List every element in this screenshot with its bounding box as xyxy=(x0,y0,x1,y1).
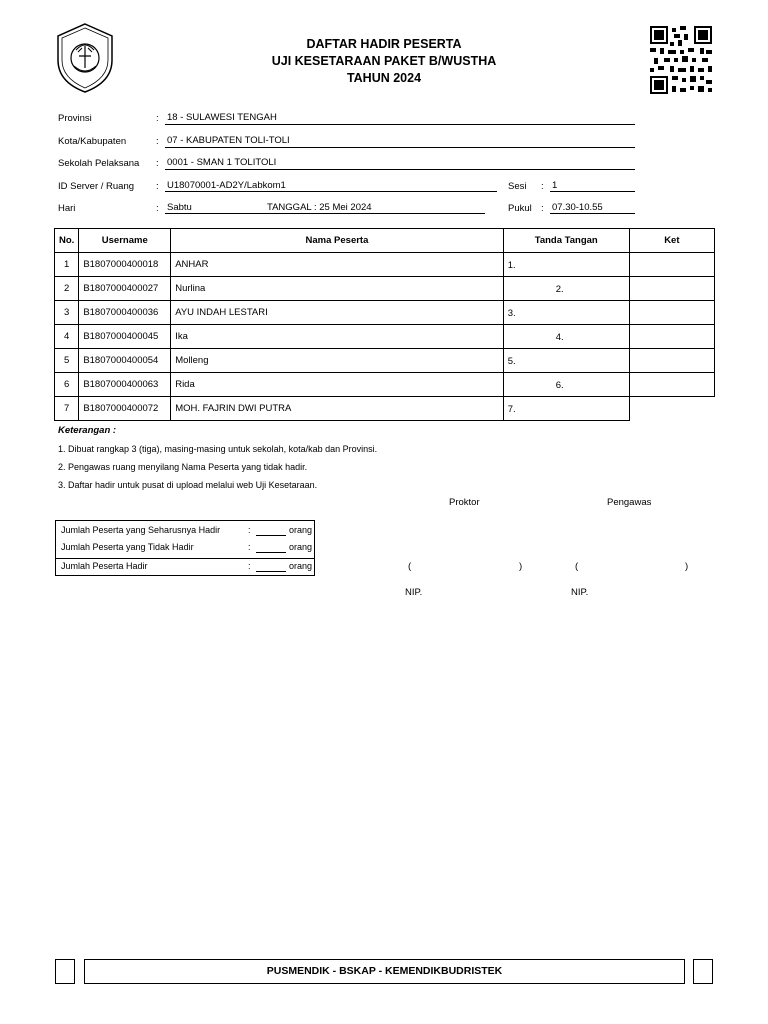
column-header-username: Username xyxy=(79,229,171,253)
summary-row xyxy=(61,525,313,539)
colon: : xyxy=(541,181,544,192)
row-username: B1807000400018 xyxy=(79,253,171,277)
footer-left-box xyxy=(55,959,75,984)
summary-row xyxy=(61,561,313,575)
table-row xyxy=(55,253,715,277)
colon: : xyxy=(156,203,159,214)
row-no: 2 xyxy=(55,277,79,301)
summary-row xyxy=(61,542,313,556)
proktor-close-paren: ) xyxy=(519,561,523,572)
signature-number: 4. xyxy=(555,332,564,343)
column-header-no: No. xyxy=(55,229,79,253)
row-signature-cell[interactable] xyxy=(503,253,629,277)
pukul-value: 07.30-10.55 xyxy=(552,202,603,213)
summary-blank[interactable] xyxy=(256,552,286,553)
page-year: TAHUN 2024 xyxy=(346,71,422,85)
row-no: 6 xyxy=(55,373,79,397)
signature-number: 3. xyxy=(507,308,516,319)
table-row xyxy=(55,301,715,325)
notes-title: Keterangan : xyxy=(58,425,117,436)
row-username: B1807000400054 xyxy=(79,349,171,373)
row-nama: MOH. FAJRIN DWI PUTRA xyxy=(171,397,504,421)
summary-divider xyxy=(56,558,314,559)
row-signature-cell[interactable] xyxy=(503,373,629,397)
signature-number: 1. xyxy=(507,260,516,271)
row-ket-cell xyxy=(629,397,714,421)
proktor-open-paren: ( xyxy=(408,561,412,572)
summary-label: Jumlah Peserta Hadir xyxy=(61,561,148,571)
signature-number: 7. xyxy=(507,404,516,415)
row-signature-cell[interactable] xyxy=(503,277,629,301)
row-ket-cell[interactable] xyxy=(629,373,714,397)
row-ket-cell[interactable] xyxy=(629,301,714,325)
note-1: 1. Dibuat rangkap 3 (tiga), masing-masing untuk sekolah, kota/kab dan Provinsi. xyxy=(58,444,378,454)
row-no: 3 xyxy=(55,301,79,325)
signature-number: 2. xyxy=(555,284,564,295)
kota-label: Kota/Kabupaten xyxy=(58,136,127,147)
pengawas-nip: NIP. xyxy=(571,587,589,598)
summary-unit: orang xyxy=(289,561,313,571)
underline xyxy=(267,213,485,214)
summary-box xyxy=(55,520,315,576)
colon: : xyxy=(156,113,159,124)
row-no: 7 xyxy=(55,397,79,421)
signature-number: 5. xyxy=(507,356,516,367)
row-nama: ANHAR xyxy=(171,253,504,277)
underline xyxy=(165,147,635,148)
hari-label: Hari xyxy=(58,203,76,214)
row-signature-cell[interactable] xyxy=(503,301,629,325)
column-header-nama: Nama Peserta xyxy=(171,229,504,253)
row-nama: Nurlina xyxy=(171,277,504,301)
row-nama: Rida xyxy=(171,373,504,397)
row-nama: AYU INDAH LESTARI xyxy=(171,301,504,325)
note-3: 3. Daftar hadir untuk pusat di upload melalui web Uji Kesetaraan. xyxy=(58,480,318,490)
row-username: B1807000400045 xyxy=(79,325,171,349)
qr-code xyxy=(650,26,712,94)
tanggal-label: TANGGAL : 25 Mei 2024 xyxy=(267,202,372,213)
page-title: DAFTAR HADIR PESERTA xyxy=(306,37,462,51)
server-label: ID Server / Ruang xyxy=(58,181,135,192)
row-username: B1807000400072 xyxy=(79,397,171,421)
summary-unit: orang xyxy=(289,542,313,552)
proktor-nip: NIP. xyxy=(405,587,423,598)
pukul-label: Pukul xyxy=(508,203,532,214)
proktor-label: Proktor xyxy=(449,497,480,508)
row-signature-cell[interactable] xyxy=(503,397,629,421)
sekolah-value: 0001 - SMAN 1 TOLITOLI xyxy=(167,157,277,168)
row-no: 1 xyxy=(55,253,79,277)
sekolah-label: Sekolah Pelaksana xyxy=(58,158,140,169)
colon: : xyxy=(156,158,159,169)
column-header-tanda-tangan: Tanda Tangan xyxy=(503,229,629,253)
row-nama: Ika xyxy=(171,325,504,349)
table-row xyxy=(55,349,715,373)
summary-blank[interactable] xyxy=(256,535,286,536)
underline xyxy=(550,191,635,192)
row-ket-cell[interactable] xyxy=(629,349,714,373)
sesi-value: 1 xyxy=(552,180,558,191)
footer-banner: PUSMENDIK - BSKAP - KEMENDIKBUDRISTEK xyxy=(84,959,685,984)
underline xyxy=(165,213,267,214)
summary-unit: orang xyxy=(289,525,313,535)
summary-blank[interactable] xyxy=(256,571,286,572)
page-subtitle: UJI KESETARAAN PAKET B/WUSTHA xyxy=(271,54,497,68)
pengawas-open-paren: ( xyxy=(575,561,579,572)
summary-label: Jumlah Peserta yang Tidak Hadir xyxy=(61,542,194,552)
row-no: 5 xyxy=(55,349,79,373)
summary-label: Jumlah Peserta yang Seharusnya Hadir xyxy=(61,525,221,535)
row-username: B1807000400063 xyxy=(79,373,171,397)
colon: : xyxy=(541,203,544,214)
colon: : xyxy=(156,181,159,192)
colon: : xyxy=(248,561,251,571)
colon: : xyxy=(156,136,159,147)
attendance-table xyxy=(54,228,715,421)
provinsi-value: 18 - SULAWESI TENGAH xyxy=(167,112,277,123)
pengawas-label: Pengawas xyxy=(607,497,652,508)
provinsi-label: Provinsi xyxy=(58,113,92,124)
row-ket-cell[interactable] xyxy=(629,277,714,301)
table-row xyxy=(55,277,715,301)
row-ket-cell[interactable] xyxy=(629,325,714,349)
pengawas-close-paren: ) xyxy=(685,561,689,572)
hari-value: Sabtu xyxy=(167,202,192,213)
colon: : xyxy=(248,542,251,552)
row-signature-cell[interactable] xyxy=(503,325,629,349)
table-row xyxy=(55,325,715,349)
server-value: U18070001-AD2Y/Labkom1 xyxy=(167,180,286,191)
row-ket-cell[interactable] xyxy=(629,253,714,277)
underline xyxy=(165,124,635,125)
table-row xyxy=(55,373,715,397)
underline xyxy=(550,213,635,214)
sesi-label: Sesi xyxy=(508,181,527,192)
row-username: B1807000400036 xyxy=(79,301,171,325)
kota-value: 07 - KABUPATEN TOLI-TOLI xyxy=(167,135,290,146)
underline xyxy=(165,169,635,170)
tut-wuri-handayani-logo xyxy=(54,22,116,94)
table-header-row xyxy=(55,229,715,253)
row-signature-cell[interactable] xyxy=(503,349,629,373)
signature-number: 6. xyxy=(555,380,564,391)
footer-right-box xyxy=(693,959,713,984)
note-2: 2. Pengawas ruang menyilang Nama Peserta yang tidak hadir. xyxy=(58,462,308,472)
colon: : xyxy=(248,525,251,535)
row-nama: Molleng xyxy=(171,349,504,373)
row-username: B1807000400027 xyxy=(79,277,171,301)
column-header-ket: Ket xyxy=(629,229,714,253)
table-row xyxy=(55,397,715,421)
row-no: 4 xyxy=(55,325,79,349)
underline xyxy=(165,191,497,192)
